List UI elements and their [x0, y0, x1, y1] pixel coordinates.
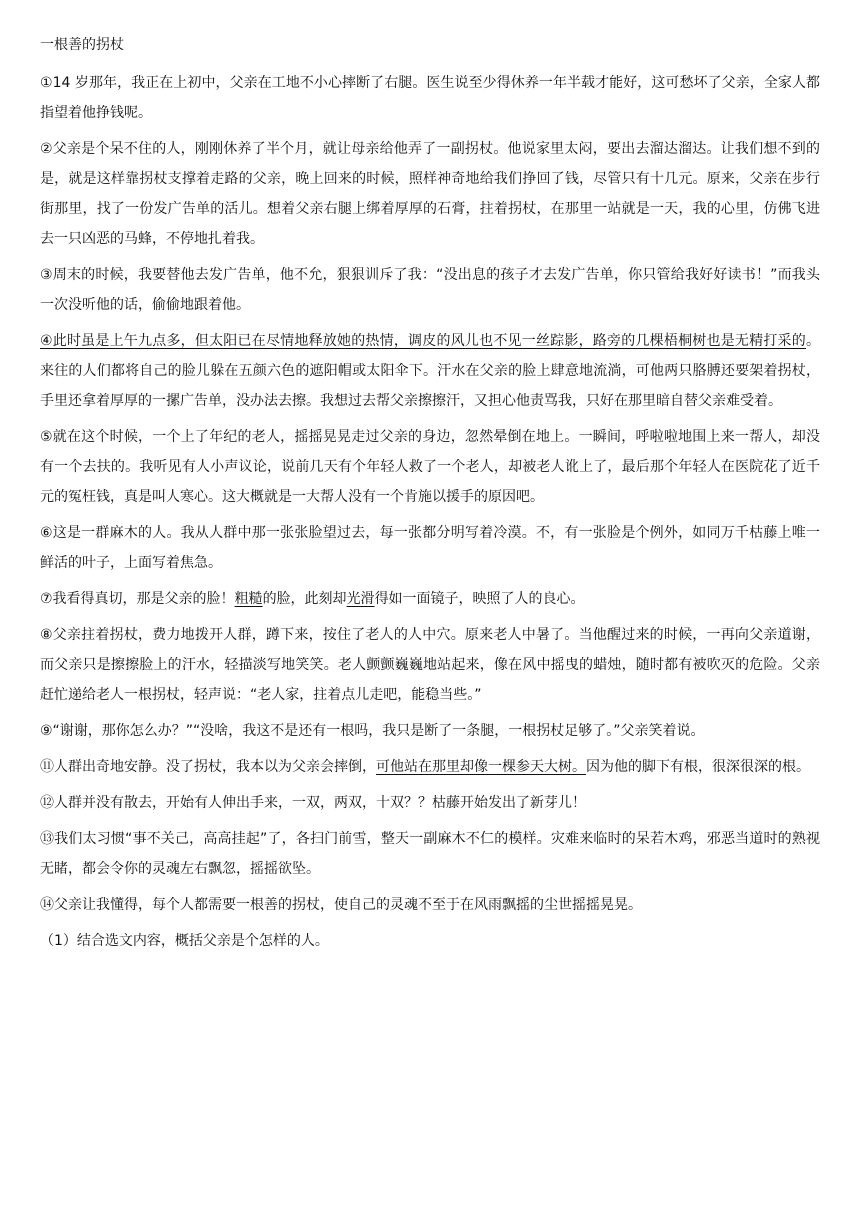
paragraph-7-a: ⑦我看得真切，那是父亲的脸！	[40, 591, 235, 607]
paragraph-2: ②父亲是个呆不住的人，刚刚休养了半个月，就让母亲给他弄了一副拐杖。他说家里太闷，要出去溜达溜达。让我们想不到的是，就是这样靠拐杖支撑着走路的父亲，晚上回来的时候，照样神奇地给我们挣回了钱，尽管只有十几元。原来，父亲在步行街那里，找了一份发广告单的活儿。想着父亲右腿上绑着厚厚的石膏，拄着拐杖，在那里一站就是一天，我的心里，仿佛飞进去一只凶恶的马蜂，不停地扎着我。	[40, 141, 820, 247]
paragraph-11-b: 因为他的脚下有根，很深很深的根。	[586, 759, 810, 775]
underlined-sentence: ④此时虽是上午九点多，但太阳已在尽情地释放她的热情，调皮的风儿也不见一丝踪影，路旁的几棵梧桐树也是无精打采的	[40, 333, 806, 349]
paragraph-7	[40, 584, 820, 614]
paragraph-7-b: 的脸，此刻却	[262, 591, 347, 607]
underlined-word-rough: 粗糙	[234, 591, 263, 607]
paragraph-4-rest: 。来往的人们都将自己的脸儿躲在五颜六色的遮阳帽或太阳伞下。汗水在父亲的脸上肆意地流淌，可他两只胳膊还要架着拐杖，手里还拿着厚厚的一摞广告单，没办法去擦。我想过去帮父亲擦擦汗，又担心他责骂我，只好在那里暗自替父亲难受着。	[40, 333, 820, 409]
question-1: （1）结合选文内容，概括父亲是个怎样的人。	[40, 933, 329, 949]
article-title: 一根善的拐杖	[40, 37, 124, 53]
underlined-sentence-tree: 可他站在那里却像一棵参天大树。	[376, 759, 586, 775]
paragraph-8: ⑧父亲拄着拐杖，费力地拨开人群，蹲下来，按住了老人的人中穴。原来老人中暑了。当他醒过来的时候，一再向父亲道谢，而父亲只是擦擦脸上的汗水，轻描淡写地笑笑。老人颤颤巍巍地站起来，像在风中摇曳的蜡烛，随时都有被吹灭的危险。父亲赶忙递给老人一根拐杖，轻声说：“老人家，拄着点儿走吧，能稳当些。”	[40, 627, 820, 703]
paragraph-11	[40, 752, 820, 782]
paragraph-1: ①14 岁那年，我正在上初中，父亲在工地不小心摔断了右腿。医生说至少得休养一年半载才能好，这可愁坏了父亲，全家人都指望着他挣钱呢。	[40, 75, 820, 121]
underlined-word-smooth: 光滑	[346, 591, 375, 607]
paragraph-3: ③周末的时候，我要替他去发广告单，他不允，狠狠训斥了我：“没出息的孩子才去发广告单，你只管给我好好读书！”而我头一次没听他的话，偷偷地跟着他。	[40, 267, 820, 313]
paragraph-5: ⑤就在这个时候，一个上了年纪的老人，摇摇晃晃走过父亲的身边，忽然晕倒在地上。一瞬间，呼啦啦地围上来一帮人，却没有一个去扶的。我听见有人小声议论，说前几天有个年轻人救了一个老人，却被老人讹上了，最后那个年轻人在医院花了近千元的冤枉钱，真是叫人寒心。这大概就是一大帮人没有一个肯施以援手的原因吧。	[40, 429, 820, 505]
paragraph-9: ⑨“谢谢，那你怎么办？”“没啥，我这不是还有一根吗，我只是断了一条腿，一根拐杖足够了。”父亲笑着说。	[40, 723, 705, 739]
paragraph-12: ⑫人群并没有散去，开始有人伸出手来，一双，两双，十双？？枯藤开始发出了新芽儿！	[40, 795, 586, 811]
paragraph-14: ⑭父亲让我懂得，每个人都需要一根善的拐杖，使自己的灵魂不至于在风雨飘摇的尘世摇摇晃晃。	[40, 897, 642, 913]
paragraph-6: ⑥这是一群麻木的人。我从人群中那一张张脸望过去，每一张都分明写着冷漠。不，有一张脸是个例外，如同万千枯藤上唯一鲜活的叶子，上面写着焦急。	[40, 525, 820, 571]
paragraph-4	[40, 326, 820, 416]
paragraph-7-c: 得如一面镜子，映照了人的良心。	[374, 591, 585, 607]
paragraph-11-a: ⑪人群出奇地安静。没了拐杖，我本以为父亲会摔倒，	[40, 759, 376, 775]
paragraph-13: ⑬我们太习惯“事不关己，高高挂起”了，各扫门前雪，整天一副麻木不仁的模样。灾难来临时的呆若木鸡，邪恶当道时的熟视无睹，都会令你的灵魂左右飘忽，摇摇欲坠。	[40, 831, 820, 877]
